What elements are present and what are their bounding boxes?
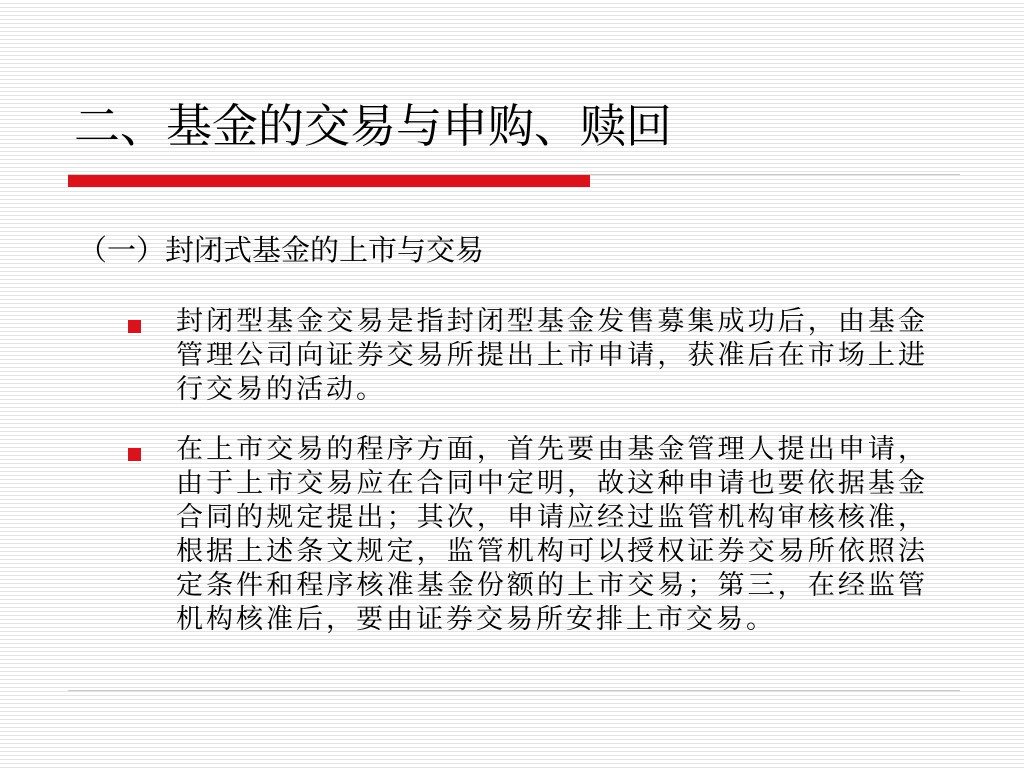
bullet-list [124, 305, 934, 663]
bullet-item [124, 305, 934, 407]
title-underline-accent-bar [68, 175, 590, 187]
bullet-text: 在上市交易的程序方面，首先要由基金管理人提出申请，由于上市交易应在合同中定明，故这种申请也要依据基金合同的规定提出；其次，申请应经过监管机构审核核准，根据上述条文规定，监管机构可以授权证券交易所依照法定条件和程序核准基金份额的上市交易；第三，在经监管机构核准后，要由证券交易所安排上市交易。 [176, 434, 928, 635]
bullet-text: 封闭型基金交易是指封闭型基金发售募集成功后，由基金管理公司向证券交易所提出上市申请，获准后在市场上进行交易的活动。 [176, 306, 928, 405]
footer-divider [68, 690, 960, 691]
slide-title: 二、基金的交易与申购、赎回 [74, 99, 672, 153]
bullet-item [124, 433, 934, 637]
square-bullet-icon [128, 448, 141, 461]
square-bullet-icon [128, 320, 141, 333]
section-heading: （一）封闭式基金的上市与交易 [78, 233, 485, 267]
